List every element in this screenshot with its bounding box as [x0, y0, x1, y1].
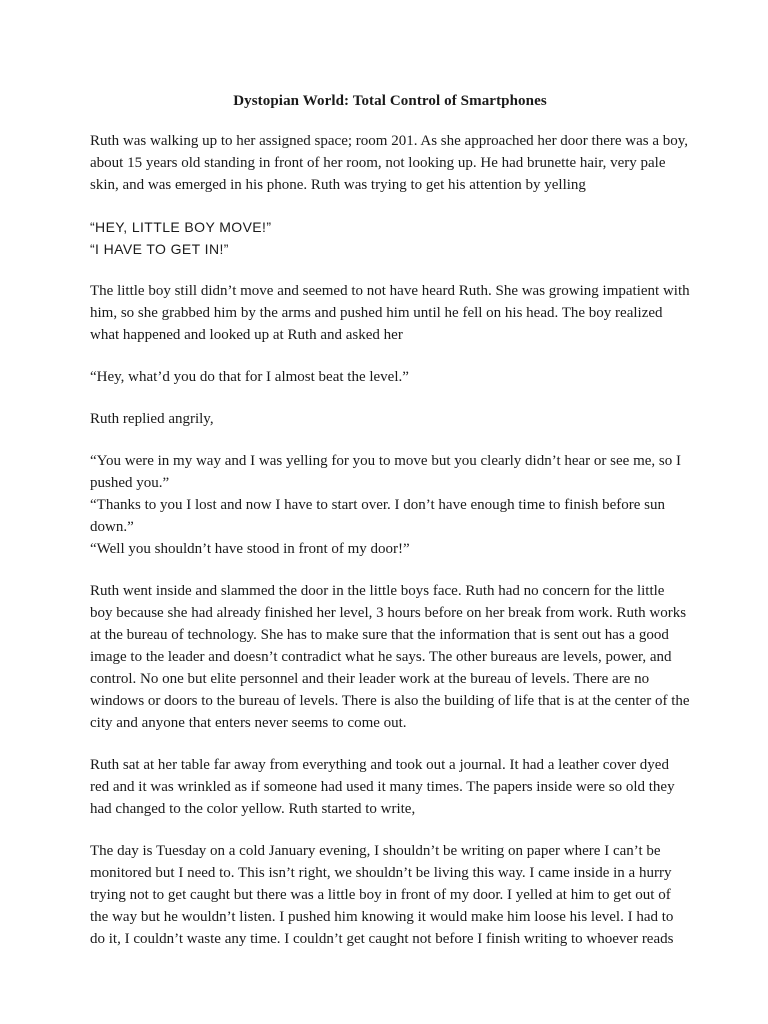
- paragraph-bureau-of-technology: Ruth went inside and slammed the door in the little boys face. Ruth had no concern for the little boy because she had already finished her level, 3 hours before on her break from work. Ruth works at the bureau of technology. She has to make sure that the information that is sent out has a good image to the leader and doesn’t contradict what he says. The other bureaus are levels, power, and control. No one but elite personnel and their leader work at the bureau of levels. There are no windows or doors to the bureau of levels. There is also the building of life that is at the center of the city and anyone that enters never seems to come out.: [90, 583, 690, 731]
- paragraph-journal: Ruth sat at her table far away from everything and took out a journal. It had a leather cover dyed red and it was wrinkled as if someone had used it many times. The papers inside were so old they had changed to the color yellow. Ruth started to write,: [90, 757, 675, 817]
- dialogue-you-were-in-my-way: “You were in my way and I was yelling for you to move but you clearly didn’t hear or see me, so I pushed you.”: [90, 453, 681, 491]
- dialogue-almost-beat-level: “Hey, what’d you do that for I almost beat the level.”: [90, 369, 409, 385]
- dialogue-have-to-get-in: “I HAVE TO GET IN!”: [90, 241, 229, 257]
- document-page: [90, 90, 690, 950]
- paragraph-ruth-replied: Ruth replied angrily,: [90, 411, 214, 427]
- paragraph-boy-pushed: The little boy still didn’t move and seemed to not have heard Ruth. She was growing impatient with him, so she grabbed him by the arms and pushed him until he fell on his head. The boy realized what happened and looked up at Ruth and asked her: [90, 283, 690, 343]
- paragraph-journal-entry: The day is Tuesday on a cold January evening, I shouldn’t be writing on paper where I can’t be monitored but I need to. This isn’t right, we shouldn’t be living this way. I came inside in a hurry trying not to get caught but there was a little boy in front of my door. I yelled at him to get out of the way but he wouldn’t listen. I pushed him knowing it would make him loose his level. I had to do it, I couldn’t waste any time. I couldn’t get caught not before I finish writing to whoever reads: [90, 843, 674, 947]
- dialogue-hey-little-boy: “HEY, LITTLE BOY MOVE!”: [90, 219, 272, 235]
- dialogue-front-of-door: “Well you shouldn’t have stood in front of my door!”: [90, 541, 410, 557]
- paragraph-intro: Ruth was walking up to her assigned space; room 201. As she approached her door there was a boy, about 15 years old standing in front of her room, not looking up. He had brunette hair, very pale skin, and was emerged in his phone. Ruth was trying to get his attention by yelling: [90, 133, 689, 193]
- document-title: Dystopian World: Total Control of Smartphones: [233, 93, 547, 109]
- dialogue-thanks-to-you: “Thanks to you I lost and now I have to start over. I don’t have enough time to finish before sun down.”: [90, 497, 666, 535]
